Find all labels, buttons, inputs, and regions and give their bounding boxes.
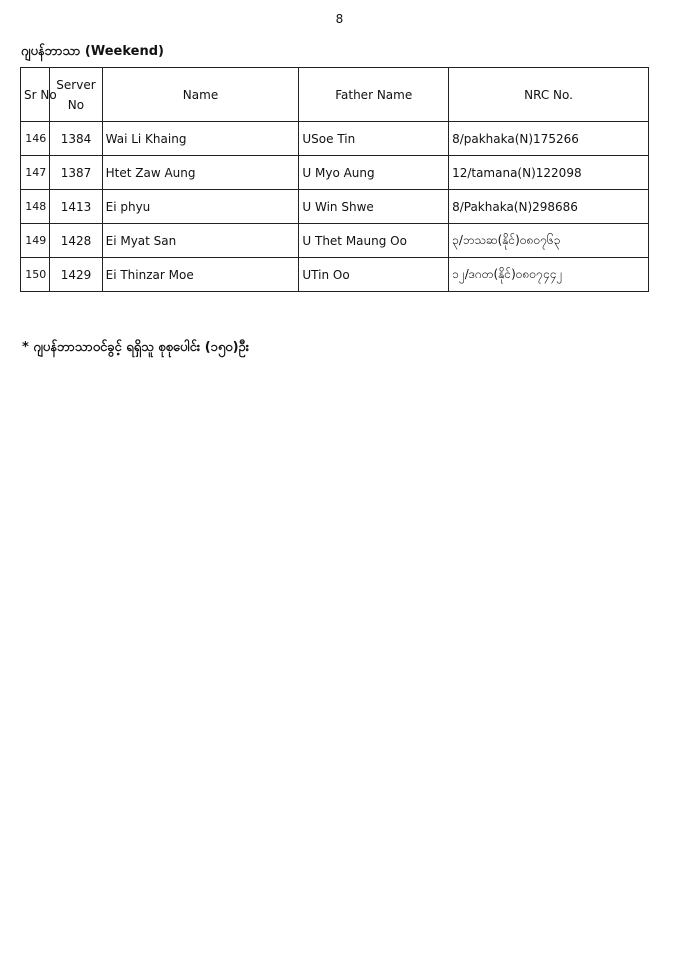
cell-name: Htet Zaw Aung [102, 156, 299, 190]
cell-server-no: 1413 [50, 190, 102, 224]
cell-sr-no: 147 [21, 156, 50, 190]
cell-nrc-no: 12/tamana(N)122098 [449, 156, 649, 190]
cell-sr-no: 150 [21, 258, 50, 292]
cell-father-name: U Myo Aung [299, 156, 449, 190]
page-number: 8 [335, 12, 344, 26]
table-row [21, 224, 649, 258]
table-header-row [21, 68, 649, 122]
cell-server-no: 1429 [50, 258, 102, 292]
cell-father-name: U Thet Maung Oo [299, 224, 449, 258]
cell-father-name: UTin Oo [299, 258, 449, 292]
cell-name: Ei Myat San [102, 224, 299, 258]
cell-father-name: USoe Tin [299, 122, 449, 156]
cell-nrc-no: 8/pakhaka(N)175266 [449, 122, 649, 156]
table-row [21, 156, 649, 190]
cell-server-no: 1387 [50, 156, 102, 190]
cell-nrc-no: ၃/ဘသဆ(နိုင်)၀၈၀၇၆၃ [449, 224, 649, 258]
header-server-no [50, 68, 102, 122]
cell-father-name: U Win Shwe [299, 190, 449, 224]
cell-sr-no: 148 [21, 190, 50, 224]
table-row [21, 122, 649, 156]
header-server-no-line2: No [67, 97, 85, 112]
cell-sr-no: 146 [21, 122, 50, 156]
cell-name: Wai Li Khaing [102, 122, 299, 156]
total-footnote: * ဂျပန်ဘာသာဝင်ခွင့် ရရှိသူ စုစုပေါင်း (၁၅၀)ဦး [22, 340, 250, 355]
cell-server-no: 1384 [50, 122, 102, 156]
header-father-name: Father Name [299, 68, 449, 122]
header-server-no-line1: Server [56, 77, 96, 92]
table-row [21, 190, 649, 224]
cell-name: Ei phyu [102, 190, 299, 224]
header-name: Name [102, 68, 299, 122]
cell-name: Ei Thinzar Moe [102, 258, 299, 292]
cell-sr-no: 149 [21, 224, 50, 258]
cell-nrc-no: ၁၂/ဒဂတ(နိုင်)၀၈၀၇၄၄၂ [449, 258, 649, 292]
section-heading: ဂျပန်ဘာသာ (Weekend) [21, 44, 164, 59]
roster-table [20, 67, 649, 292]
cell-nrc-no: 8/Pakhaka(N)298686 [449, 190, 649, 224]
header-sr-no: Sr No [21, 68, 50, 122]
table-row [21, 258, 649, 292]
cell-server-no: 1428 [50, 224, 102, 258]
header-nrc-no: NRC No. [449, 68, 649, 122]
